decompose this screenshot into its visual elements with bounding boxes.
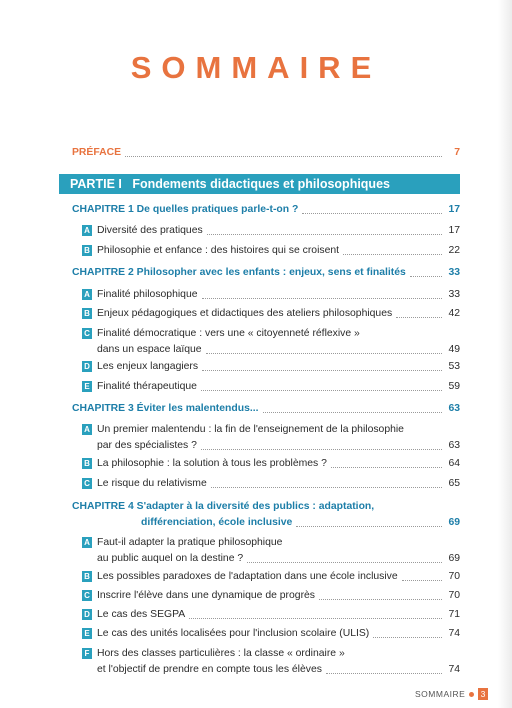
section-title-line2: au public auquel on la destine ? <box>97 553 244 564</box>
section-page: 74 <box>448 628 460 639</box>
preface-label: PRÉFACE <box>72 147 122 158</box>
chapter-page: 33 <box>448 267 460 278</box>
leader-dots <box>373 637 442 638</box>
leader-dots <box>211 487 442 488</box>
section-title: Philosophie et enfance : des histoires qui se croisent <box>97 245 340 256</box>
footer-label: SOMMAIRE <box>415 689 466 699</box>
chapter-label: CHAPITRE 2 <box>72 267 134 278</box>
toc-chapter-2[interactable] <box>72 266 460 280</box>
section-page: 49 <box>448 344 460 355</box>
section-title-line1: Hors des classes particulières : la classe « ordinaire » <box>97 648 345 659</box>
section-page: 74 <box>448 664 460 675</box>
section-title: Le risque du relativisme <box>97 478 207 489</box>
leader-dots <box>206 353 442 354</box>
toc-chapter-4[interactable] <box>72 500 460 530</box>
chapter-page: 63 <box>448 403 460 414</box>
section-page: 17 <box>448 225 460 236</box>
section-title-line1: Faut-il adapter la pratique philosophique <box>97 537 283 548</box>
section-letter-badge: A <box>82 289 92 300</box>
section-letter-badge: B <box>82 571 92 582</box>
section-letter-badge: F <box>82 648 92 659</box>
section-page: 33 <box>448 289 460 300</box>
chapter-label: CHAPITRE 3 <box>72 403 134 414</box>
section-title-line2: dans un espace laïque <box>97 344 202 355</box>
section-page: 70 <box>448 590 460 601</box>
leader-dots <box>296 526 442 527</box>
leader-dots <box>331 467 442 468</box>
section-title: Le cas des unités localisées pour l'inclusion scolaire (ULIS) <box>97 628 370 639</box>
page-edge-shadow <box>498 0 512 708</box>
section-title: La philosophie : la solution à tous les problèmes ? <box>97 458 327 469</box>
chapter-title-line1: S'adapter à la diversité des publics : adaptation, <box>136 501 375 512</box>
section-page: 59 <box>448 381 460 392</box>
partie-heading[interactable] <box>59 174 460 194</box>
section-letter-badge: B <box>82 308 92 319</box>
leader-dots <box>402 580 442 581</box>
section-page: 65 <box>448 478 460 489</box>
section-letter-badge: A <box>82 424 92 435</box>
section-page: 53 <box>448 361 460 372</box>
leader-dots <box>202 370 442 371</box>
leader-dots <box>202 298 442 299</box>
toc-preface[interactable] <box>72 146 460 160</box>
section-letter-badge: D <box>82 609 92 620</box>
leader-dots <box>319 599 442 600</box>
chapter-title: Philosopher avec les enfants : enjeux, sens et finalités <box>136 267 406 278</box>
section-title-line2: par des spécialistes ? <box>97 440 197 451</box>
chapter-title: De quelles pratiques parle-t-on ? <box>136 204 299 215</box>
section-letter-badge: A <box>82 537 92 548</box>
leader-dots <box>302 213 442 214</box>
section-page: 64 <box>448 458 460 469</box>
section-letter-badge: C <box>82 328 92 339</box>
section-letter-badge: C <box>82 590 92 601</box>
leader-dots <box>207 234 442 235</box>
chapter-title: Éviter les malentendus... <box>136 403 259 414</box>
section-title-line2: et l'objectif de prendre en compte tous les élèves <box>97 664 322 675</box>
partie-label: PARTIE I <box>70 177 122 191</box>
section-title: Enjeux pédagogiques et didactiques des ateliers philosophiques <box>97 308 393 319</box>
chapter-page: 69 <box>448 517 460 528</box>
leader-dots <box>201 390 442 391</box>
leader-dots <box>263 412 442 413</box>
section-letter-badge: B <box>82 245 92 256</box>
leader-dots <box>343 254 442 255</box>
chapter-page: 17 <box>448 204 460 215</box>
section-title: Les possibles paradoxes de l'adaptation dans une école inclusive <box>97 571 398 582</box>
section-letter-badge: E <box>82 628 92 639</box>
section-title: Diversité des pratiques <box>97 225 203 236</box>
section-letter-badge: D <box>82 361 92 372</box>
leader-dots <box>396 317 442 318</box>
chapter-label: CHAPITRE 1 <box>72 204 134 215</box>
section-letter-badge: A <box>82 225 92 236</box>
leader-dots <box>125 156 442 157</box>
section-letter-badge: C <box>82 478 92 489</box>
preface-page: 7 <box>454 147 460 158</box>
section-title: Finalité philosophique <box>97 289 198 300</box>
section-title: Finalité thérapeutique <box>97 381 197 392</box>
toc-chapter-3[interactable] <box>72 402 460 416</box>
page-footer <box>415 688 488 700</box>
section-title-line1: Finalité démocratique : vers une « citoyenneté réflexive » <box>97 328 360 339</box>
page-title: SOMMAIRE <box>130 50 382 85</box>
footer-dot-icon <box>469 692 474 697</box>
leader-dots <box>201 449 442 450</box>
section-page: 63 <box>448 440 460 451</box>
section-title: Inscrire l'élève dans une dynamique de progrès <box>97 590 316 601</box>
section-title: Les enjeux langagiers <box>97 361 199 372</box>
section-letter-badge: E <box>82 381 92 392</box>
section-page: 69 <box>448 553 460 564</box>
section-title-line1: Un premier malentendu : la fin de l'enseignement de la philosophie <box>97 424 404 435</box>
section-page: 71 <box>448 609 460 620</box>
partie-title: Fondements didactiques et philosophiques <box>132 177 390 191</box>
footer-page-number: 3 <box>478 688 488 700</box>
section-page: 22 <box>448 245 460 256</box>
leader-dots <box>326 673 442 674</box>
toc-chapter-1[interactable] <box>72 203 460 217</box>
section-page: 70 <box>448 571 460 582</box>
section-title: Le cas des SEGPA <box>97 609 186 620</box>
leader-dots <box>410 276 442 277</box>
chapter-label: CHAPITRE 4 <box>72 501 134 512</box>
section-letter-badge: B <box>82 458 92 469</box>
leader-dots <box>189 618 442 619</box>
chapter-title-line2: différenciation, école inclusive <box>141 517 293 528</box>
leader-dots <box>247 562 442 563</box>
section-page: 42 <box>448 308 460 319</box>
